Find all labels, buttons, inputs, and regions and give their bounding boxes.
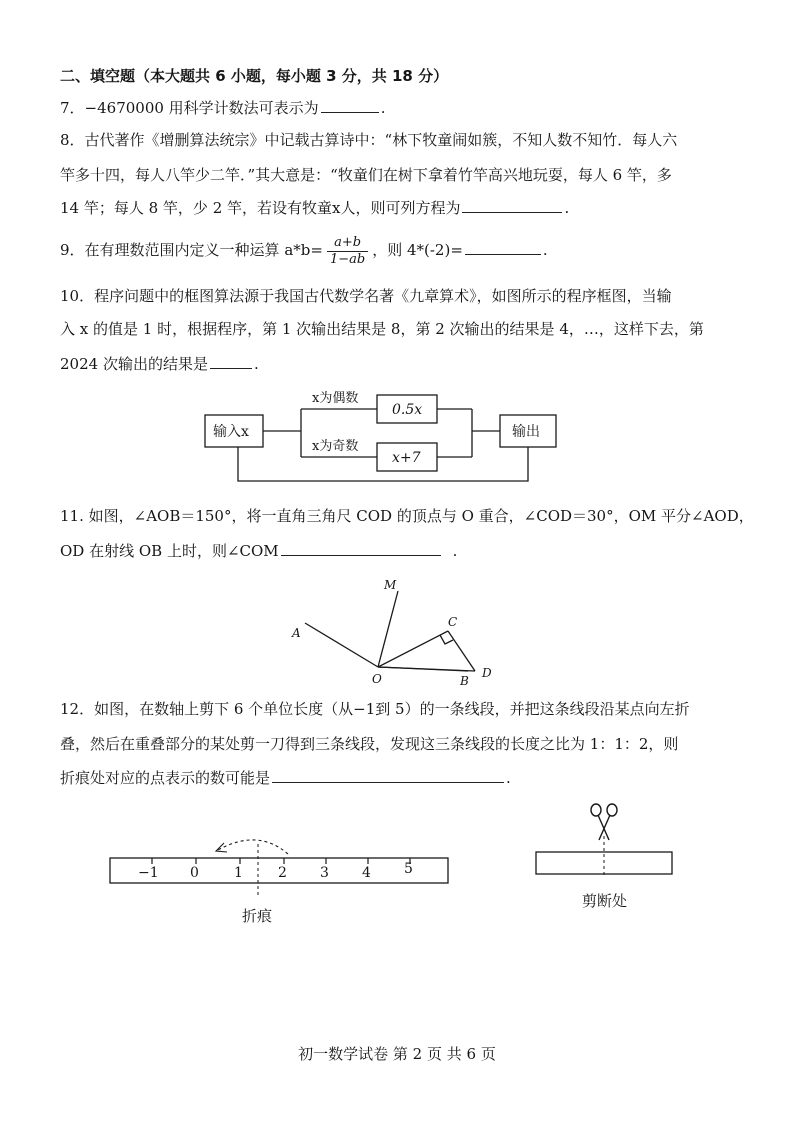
label-C: C	[448, 615, 458, 629]
question-11-line-1: 11. 如图，∠AOB＝150°，将一直角三角尺 COD 的顶点与 O 重合，∠COD＝30°，OM 平分∠AOD，	[60, 507, 754, 525]
answer-blank-12[interactable]	[272, 768, 504, 783]
flow-even-condition: x为偶数	[312, 391, 359, 406]
tick-label: −1	[138, 865, 159, 881]
tick-label: 3	[320, 865, 329, 881]
side-OC	[378, 631, 448, 667]
tick-label: 1	[234, 865, 243, 881]
flow-input-label: 输入x	[213, 424, 249, 440]
flow-odd-op: x+7	[392, 450, 421, 466]
tick-label: 0	[190, 865, 199, 881]
question-10-line-3: 2024 次输出的结果是 .	[60, 355, 259, 373]
question-8-line-1: 8．古代著作《增删算法统宗》中记载古算诗中：“林下牧童闹如簇，不知人数不知竹．每人六	[60, 131, 678, 149]
question-8-line-2: 竿多十四，每人八竿少二竿．”其大意是：“牧童们在树下拿着竹竿高兴地玩耍，每人 6 竿，多	[60, 166, 672, 184]
question-9: 9．在有理数范围内定义一种运算 a*b= $\frac{a+b}{1-ab}$ ，则 4*(-2)= .	[60, 234, 548, 267]
fraction: $\frac{a+b}{1-ab}$	[327, 235, 368, 268]
answer-blank-7[interactable]	[321, 98, 379, 113]
label-B: B	[460, 674, 469, 687]
flow-odd-condition: x为奇数	[312, 439, 359, 454]
ray-OA	[305, 623, 378, 667]
label-M: M	[384, 578, 397, 592]
fold-label: 折痕	[242, 907, 273, 925]
angle-figure	[280, 575, 510, 687]
label-D: D	[482, 666, 492, 680]
tick-label: 2	[278, 865, 287, 881]
label-O: O	[372, 672, 382, 686]
fold-arrowhead	[216, 843, 227, 852]
question-11-line-2: OD 在射线 OB 上时，则∠COM .	[60, 542, 458, 560]
question-12-line-3: 折痕处对应的点表示的数可能是 .	[60, 769, 511, 787]
cut-label: 剪断处	[582, 892, 628, 910]
question-12-line-2: 叠，然后在重叠部分的某处剪一刀得到三条线段，发现这三条线段的长度之比为 1：1：2，则	[60, 735, 679, 753]
fold-arrow	[218, 840, 288, 854]
cut-figure	[530, 800, 680, 915]
tick-label: 5	[404, 861, 413, 877]
question-12-line-1: 12．如图，在数轴上剪下 6 个单位长度（从−1到 5）的一条线段，并把这条线段沿某点向左折	[60, 700, 690, 718]
page-footer: 初一数学试卷 第 2 页 共 6 页	[298, 1045, 496, 1063]
question-10-line-2: 入 x 的值是 1 时，根据程序，第 1 次输出结果是 8，第 2 次输出的结果是 4，…，这样下去，第	[60, 320, 704, 338]
side-OD	[378, 667, 475, 671]
tick-label: 4	[362, 865, 371, 881]
flow-even-op: 0.5x	[392, 402, 423, 418]
number-line-figure	[100, 826, 460, 926]
question-7: 7．−4670000 用科学计数法可表示为 .	[60, 99, 386, 117]
answer-blank-10[interactable]	[210, 354, 252, 369]
flow-output-label: 输出	[512, 424, 540, 440]
question-10-line-1: 10．程序问题中的框图算法源于我国古代数学名著《九章算术》，如图所示的程序框图，当输	[60, 287, 672, 305]
side-CD	[448, 631, 475, 671]
scissors-icon	[591, 804, 617, 840]
loop-back-line	[238, 447, 528, 481]
section-title: 二、填空题（本大题共 6 小题，每小题 3 分，共 18 分）	[60, 67, 449, 85]
answer-blank-8[interactable]	[462, 198, 562, 213]
program-flowchart	[195, 385, 575, 495]
question-7-text: 7．−4670000 用科学计数法可表示为	[60, 99, 319, 117]
label-A: A	[292, 626, 301, 640]
question-8-line-3: 14 竿；每人 8 竿，少 2 竿，若设有牧童x人，则可列方程为 .	[60, 199, 570, 217]
ray-OM	[378, 591, 398, 667]
answer-blank-9[interactable]	[465, 240, 541, 255]
answer-blank-11[interactable]	[281, 541, 441, 556]
